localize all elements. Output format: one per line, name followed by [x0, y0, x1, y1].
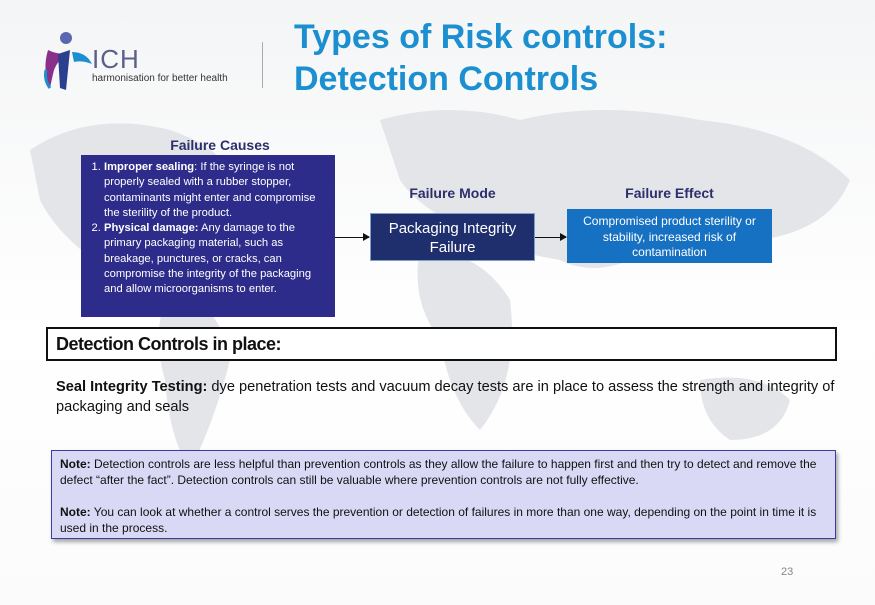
failure-mode-header: Failure Mode: [409, 185, 496, 201]
note-label: Note:: [60, 457, 91, 471]
slide-title-line-2: Detection Controls: [294, 60, 599, 98]
failure-effect-header: Failure Effect: [625, 185, 714, 201]
note-box: [51, 450, 836, 539]
arrow-mode-to-effect: [535, 237, 566, 238]
arrow-causes-to-mode: [335, 237, 369, 238]
failure-mode-box: Packaging Integrity Failure: [370, 213, 535, 261]
logo-tagline: harmonisation for better health: [92, 73, 228, 84]
cause-item: [104, 221, 329, 297]
note-text: You can look at whether a control serves the prevention or detection of failures in more than one way, depending on the point in time it is used in the process.: [60, 505, 817, 535]
failure-effect-box: Compromised product sterility or stability, increased risk of contamination: [567, 209, 772, 263]
note-paragraph: [60, 504, 827, 536]
cause-text: Any damage to the primary packaging material, such as breakage, punctures, or cracks, can compromise the integrity of the packaging and allow microorganisms to enter.: [104, 222, 312, 296]
note-label: Note:: [60, 505, 91, 519]
cause-label: Improper sealing: [104, 161, 195, 173]
page-number: 23: [781, 566, 794, 578]
ich-logo: [36, 30, 256, 100]
cause-label: Physical damage:: [104, 222, 199, 235]
slide-title: [294, 16, 667, 100]
note-paragraph: [60, 456, 827, 488]
slide-title-line-1: Types of Risk controls:: [294, 18, 668, 56]
header-divider: [262, 42, 263, 88]
seal-integrity-text: dye penetration tests and vacuum decay tests are in place to assess the strength and integrity of packaging and seals: [56, 379, 835, 415]
seal-integrity-paragraph: [56, 377, 836, 417]
cause-text: : If the syringe is not properly sealed with a rubber stopper, contaminants might enter and compromise the sterility of the product.: [104, 161, 316, 219]
note-text: Detection controls are less helpful than prevention controls as they allow the failure to happen first and then try to detect and remove the defect “after the fact”. Detection controls can still be valuable where prevention controls are not fully effective.: [60, 457, 817, 487]
detection-controls-heading: Detection Controls in place:: [46, 327, 837, 361]
logo-wordmark: ICH: [92, 44, 140, 74]
failure-causes-header: Failure Causes: [170, 137, 270, 153]
failure-causes-box: [81, 155, 335, 317]
cause-item: [104, 160, 329, 221]
seal-integrity-label: Seal Integrity Testing:: [56, 379, 208, 395]
